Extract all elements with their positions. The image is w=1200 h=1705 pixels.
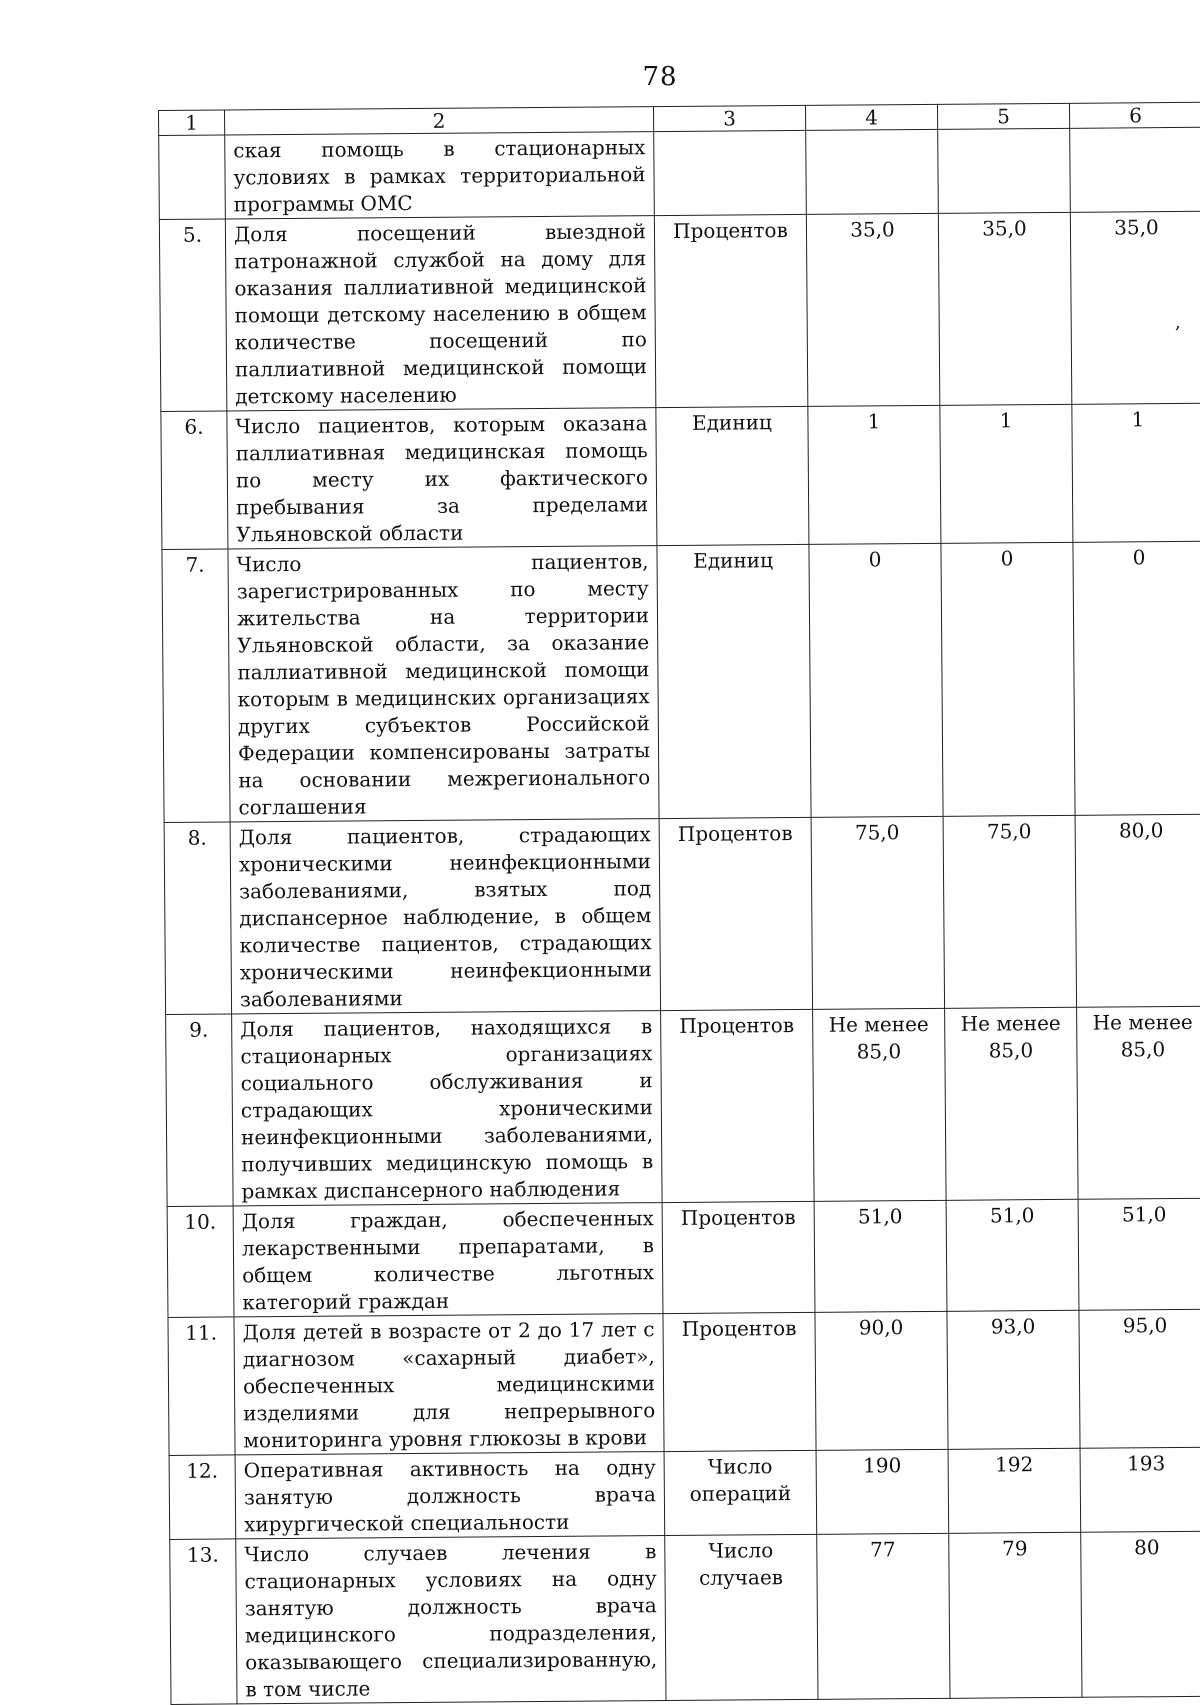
table-row <box>167 1198 1200 1317</box>
value-cell-year-2: Не менее 85,0 <box>945 1007 1079 1200</box>
table-row <box>164 814 1200 1014</box>
table-row <box>166 1006 1200 1206</box>
value-cell-year-3: 80,0 <box>1075 814 1200 1007</box>
value-cell-year-2: 1 <box>940 404 1073 543</box>
value-cell-year-1: 75,0 <box>811 816 945 1009</box>
indicator-text: Число пациентов, зарегистрированных по месту жительства на территории Ульяновской области, за оказание паллиативной медицинской помощи которым в медицинских организациях других субъектов Российской Федерации компенсированы затраты на основании межрегионального соглашения <box>228 546 659 822</box>
value-cell-year-2: 35,0 <box>938 212 1072 405</box>
page-number: 78 <box>642 62 678 92</box>
indicator-text: Доля пациентов, находящихся в стационарных организациях социального обслуживания и страдающих хроническими неинфекционными заболеваниями, получивших медицинскую помощь в рамках диспансерного наблюдения <box>232 1011 662 1206</box>
value-cell-year-2: 93,0 <box>947 1310 1080 1449</box>
indicator-text: Доля граждан, обеспеченных лекарственными препаратами, в общем количестве льготных категорий граждан <box>233 1203 663 1317</box>
indicator-text: Оперативная активность на одну занятую должность врача хирургической специальности <box>235 1452 665 1539</box>
indicator-text: Число случаев лечения в стационарных условиях на одну занятую должность врача медицинского подразделения, оказывающего специализированную, в том числе <box>236 1536 666 1704</box>
table-row <box>168 1309 1200 1455</box>
value-cell-year-1 <box>806 129 939 214</box>
row-number: 7. <box>162 549 230 823</box>
margin-mark: , <box>1175 312 1181 333</box>
unit-cell: Единиц <box>657 544 811 818</box>
header-cell-6: 6 <box>1069 102 1200 128</box>
indicator-text: Число пациентов, которым оказана паллиативная медицинская помощь по месту их фактического пребывания за пределами Ульяновской области <box>227 408 657 549</box>
indicators-table <box>158 102 1200 1705</box>
value-cell-year-3: 51,0 <box>1078 1198 1200 1310</box>
value-cell-year-3: 1 <box>1072 403 1200 542</box>
value-cell-year-3 <box>1070 127 1200 212</box>
header-cell-2: 2 <box>225 107 654 135</box>
header-cell-3: 3 <box>653 105 805 131</box>
row-number: 9. <box>166 1014 234 1207</box>
table-row <box>161 403 1200 549</box>
unit-cell <box>654 130 807 215</box>
value-cell-year-1: 77 <box>817 1533 950 1699</box>
row-number: 13. <box>170 1539 237 1705</box>
value-cell-year-1: 1 <box>808 405 941 544</box>
value-cell-year-2: 192 <box>948 1448 1081 1533</box>
row-number: 6. <box>161 411 228 550</box>
unit-cell: Процентов <box>663 1312 816 1451</box>
unit-cell: Процентов <box>659 817 813 1010</box>
value-cell-year-1: 90,0 <box>815 1311 948 1450</box>
value-cell-year-3: Не менее 85,0 <box>1077 1006 1200 1199</box>
indicator-text: Доля детей в возрасте от 2 до 17 лет с диагнозом «сахарный диабет», обеспеченных медицинскими изделиями для непрерывного мониторинга уровня глюкозы в крови <box>234 1314 664 1455</box>
indicator-text: Доля посещений выездной патронажной службой на дому для оказания паллиативной медицинской помощи детскому населению в общем количестве посещений по паллиативной медицинской помощи детскому населению <box>225 216 655 411</box>
indicator-text: ская помощь в стационарных условиях в рамках территориальной программы ОМС <box>225 132 655 219</box>
value-cell-year-2: 79 <box>949 1532 1082 1698</box>
value-cell-year-3: 80 <box>1081 1531 1200 1697</box>
value-cell-year-1: 0 <box>809 543 943 817</box>
indicator-text: Доля пациентов, страдающих хроническими неинфекционными заболеваниями, взятых под диспансерное наблюдение, в общем количестве пациентов, страдающих хроническими неинфекционными заболеваниями <box>230 819 660 1014</box>
table-row <box>159 127 1200 219</box>
unit-cell: Процентов <box>654 214 808 407</box>
value-cell-year-2: 75,0 <box>943 815 1077 1008</box>
row-number: 5. <box>159 219 227 412</box>
value-cell-year-1: 35,0 <box>806 213 940 406</box>
value-cell-year-3: 0 <box>1073 541 1200 815</box>
table-row <box>170 1531 1200 1704</box>
row-number <box>159 135 226 220</box>
table-row <box>159 211 1200 411</box>
value-cell-year-3: 193 <box>1080 1447 1200 1532</box>
value-cell-year-2: 0 <box>941 542 1075 816</box>
value-cell-year-1: 51,0 <box>814 1200 947 1312</box>
table-row <box>162 541 1200 822</box>
table-row <box>169 1447 1200 1539</box>
row-number: 12. <box>169 1455 236 1540</box>
indicators-table-wrapper <box>158 102 1200 1705</box>
row-number: 8. <box>164 822 232 1015</box>
value-cell-year-3: 35,0 <box>1070 211 1200 404</box>
value-cell-year-1: 190 <box>816 1449 949 1534</box>
row-number: 10. <box>167 1206 234 1318</box>
value-cell-year-2 <box>938 128 1071 213</box>
header-cell-1: 1 <box>159 110 225 136</box>
value-cell-year-2: 51,0 <box>946 1199 1079 1311</box>
header-cell-5: 5 <box>937 103 1069 129</box>
unit-cell: Процентов <box>661 1009 815 1202</box>
header-cell-4: 4 <box>805 104 937 130</box>
unit-cell: Единиц <box>656 406 809 545</box>
unit-cell: Число операций <box>664 1450 817 1535</box>
value-cell-year-3: 95,0 <box>1079 1309 1200 1448</box>
unit-cell: Число случаев <box>665 1534 818 1700</box>
row-number: 11. <box>168 1317 235 1456</box>
value-cell-year-1: Не менее 85,0 <box>813 1008 947 1201</box>
table-body <box>159 127 1200 1704</box>
unit-cell: Процентов <box>662 1201 815 1313</box>
